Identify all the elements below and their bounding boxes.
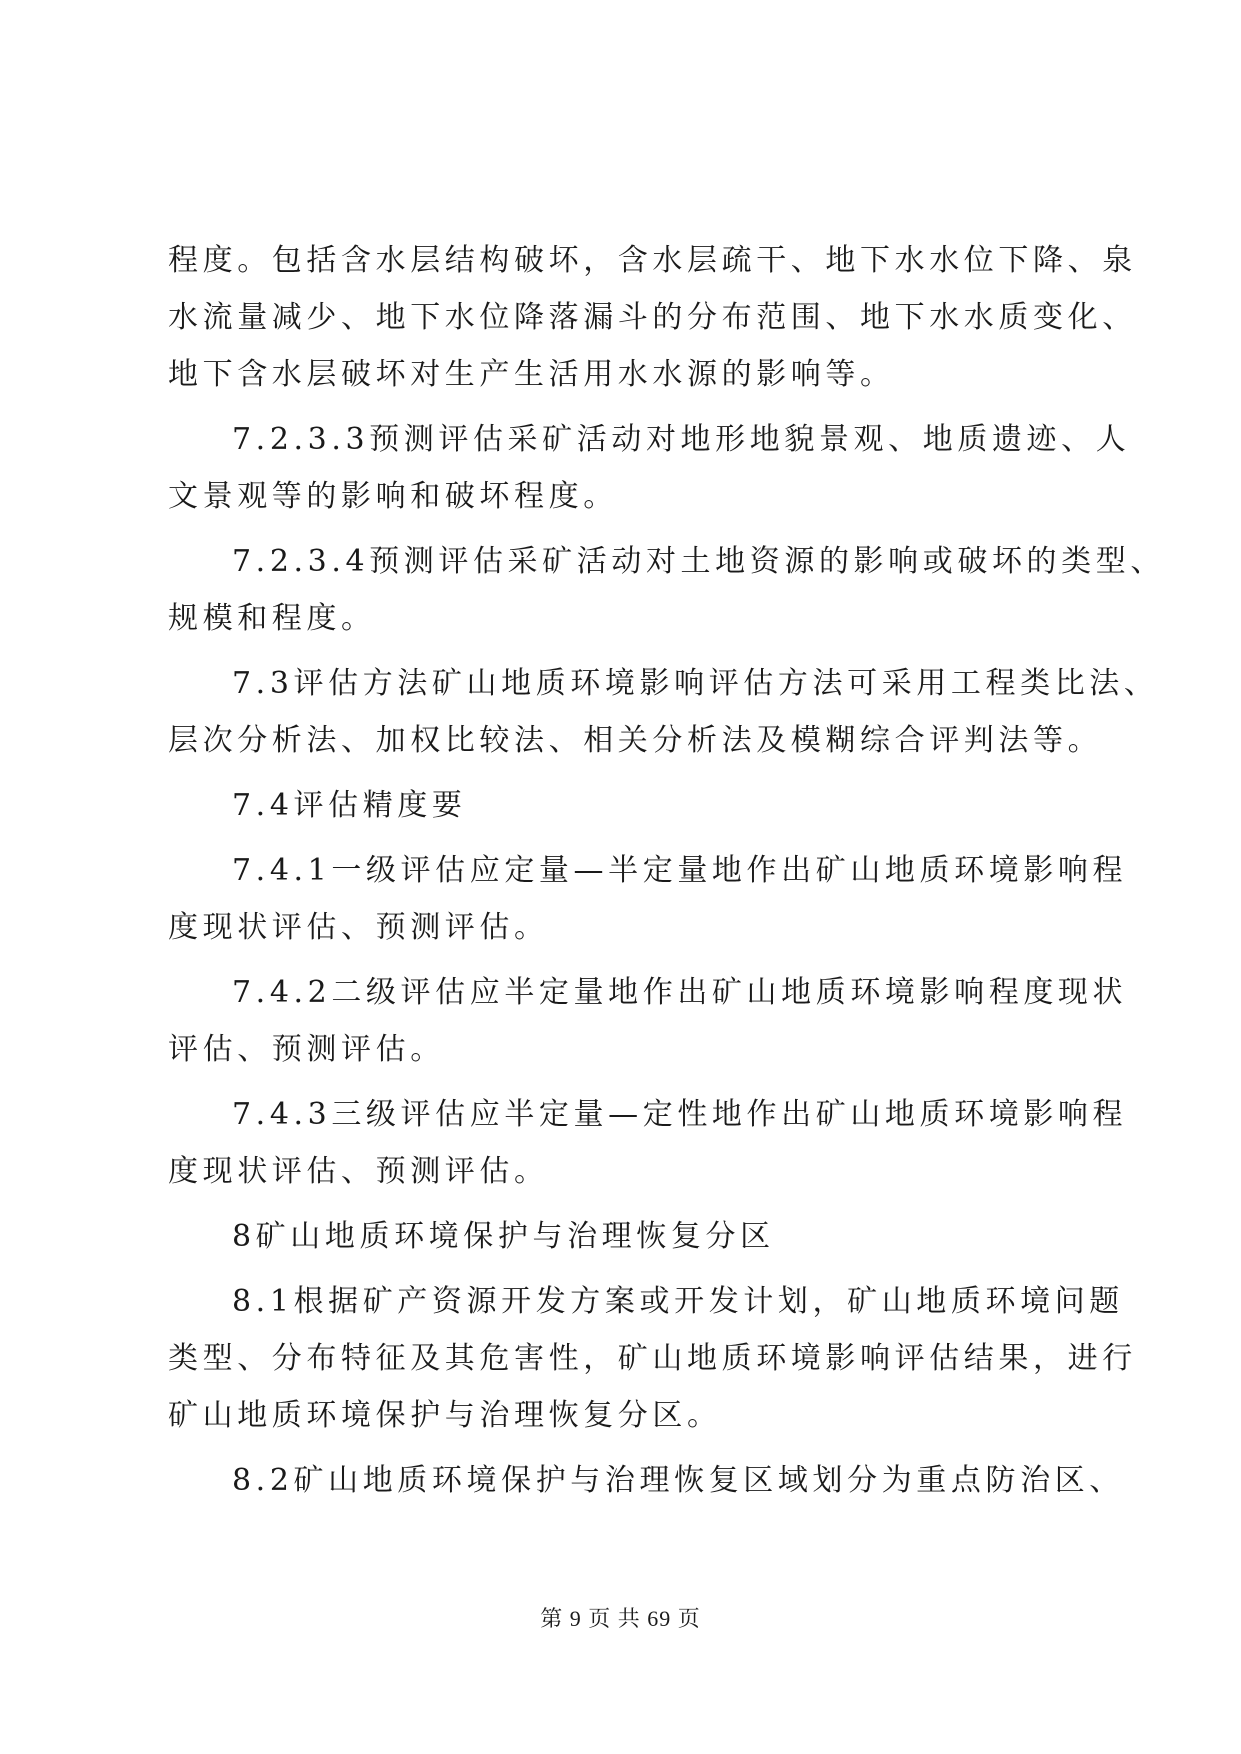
body-line: 类型、分布特征及其危害性，矿山地质环境影响评估结果，进行 — [168, 1341, 1137, 1376]
section-heading-7-4: 7.4评估精度要 — [232, 788, 467, 823]
section-heading-7-3: 7.3评估方法矿山地质环境影响评估方法可采用工程类比法、 — [232, 666, 1159, 701]
body-line: 评估、预测评估。 — [168, 1032, 445, 1067]
body-line: 规模和程度。 — [168, 601, 376, 636]
body-line: 水流量减少、地下水位降落漏斗的分布范围、地下水水质变化、 — [168, 300, 1137, 335]
section-heading-7-2-3-4: 7.2.3.4预测评估采矿活动对土地资源的影响或破坏的类型、 — [232, 544, 1165, 579]
body-line: 矿山地质环境保护与治理恢复分区。 — [168, 1398, 722, 1433]
body-line: 程度。包括含水层结构破坏，含水层疏干、地下水水位下降、泉 — [168, 243, 1137, 278]
body-line: 度现状评估、预测评估。 — [168, 910, 549, 945]
body-line: 地下含水层破坏对生产生活用水水源的影响等。 — [168, 357, 895, 392]
body-line: 度现状评估、预测评估。 — [168, 1154, 549, 1189]
section-heading-7-4-3: 7.4.3三级评估应半定量—定性地作出矿山地质环境影响程 — [232, 1097, 1128, 1132]
section-heading-8-1: 8.1根据矿产资源开发方案或开发计划，矿山地质环境问题 — [232, 1284, 1124, 1319]
body-line: 文景观等的影响和破坏程度。 — [168, 479, 618, 514]
body-line: 层次分析法、加权比较法、相关分析法及模糊综合评判法等。 — [168, 723, 1103, 758]
section-heading-7-4-1: 7.4.1一级评估应定量—半定量地作出矿山地质环境影响程 — [232, 853, 1128, 888]
page-number-footer: 第 9 页 共 69 页 — [540, 1606, 701, 1631]
section-heading-8-2: 8.2矿山地质环境保护与治理恢复区域划分为重点防治区、 — [232, 1463, 1124, 1498]
document-body — [168, 232, 1165, 1509]
section-heading-7-4-2: 7.4.2二级评估应半定量地作出矿山地质环境影响程度现状 — [232, 975, 1128, 1010]
section-heading-8: 8矿山地质环境保护与治理恢复分区 — [232, 1219, 775, 1254]
section-heading-7-2-3-3: 7.2.3.3预测评估采矿活动对地形地貌景观、地质遗迹、人 — [232, 422, 1131, 457]
